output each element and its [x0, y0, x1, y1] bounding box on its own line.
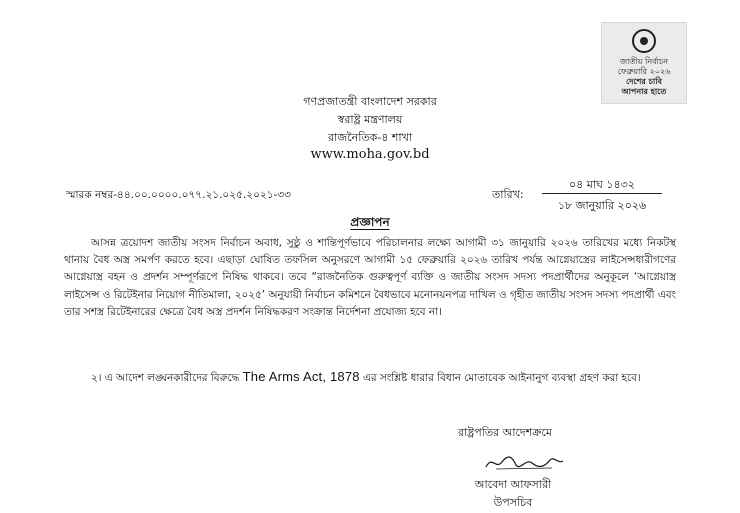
handwritten-signature	[482, 452, 566, 474]
paragraph-2-text-before: ২। এ আদেশ লঙ্ঘনকারীদের বিরুদ্ধে	[91, 372, 243, 384]
website-address: www.moha.gov.bd	[310, 147, 430, 162]
signatory-name: আবেদা আফসারী	[474, 478, 552, 491]
by-order-line: রাষ্ট্রপতির আদেশক্রমে	[458, 426, 552, 439]
arms-act-reference: The Arms Act, 1878	[242, 369, 360, 384]
government-name: গণপ্রজাতন্ত্রী বাংলাদেশ সরকার	[303, 95, 437, 108]
stamp-line-4: আপনার হাতে	[621, 87, 667, 96]
stamp-line-1: জাতীয় নির্বাচন	[620, 57, 668, 66]
date-divider	[542, 193, 662, 194]
paragraph-2-text-after: এর সংশ্লিষ্ট ধারার বিধান মোতাবেক আইনানুগ ব্যবস্থা গ্রহণ করা হবে।	[359, 372, 641, 384]
paragraph-1: আসন্ন ত্রয়োদশ জাতীয় সংসদ নির্বাচন অবাধ, সুষ্ঠু ও শান্তিপূর্ণভাবে পরিচালনার লক্ষ্যে আগামী ৩১ জানুয়ারি ২০২৬ তারিখের মধ্যে নিকটস্থ থানায় বৈধ অস্ত্র সমর্পণ করতে হবে। এছাড়া ঘোষিত তফসিল অনুসরণে আগামী ১৫ ফেব্রুয়ারি ২০২৬ তারিখ পর্যন্ত আগ্নেয়াস্ত্রের লাইসেন্সধারীগণের আগ্নেয়াস্ত্র বহন ও প্রদর্শন সম্পূর্ণরূপে নিষিদ্ধ থাকবে। তবে “রাজনৈতিক গুরুত্বপূর্ণ ব্যক্তি ও জাতীয় সংসদ সদস্য পদপ্রার্থীদের অনুকূলে ‘আগ্নেয়াস্ত্র লাইসেন্স ও রিটেইনার নিয়োগ নীতিমালা, ২০২৫’ অনুযায়ী নির্বাচন কমিশনে বৈধভাবে মনোনয়নপত্র দাখিল ও গৃহীত জাতীয় সংসদ সদস্য পদপ্রার্থী এবং তার সশস্ত্র রিটেইনারের ক্ষেত্রে বৈধ অস্ত্র প্রদর্শন নিষিদ্ধকরণ সংক্রান্ত নির্দেশনা প্রযোজ্য হবে না।	[64, 237, 676, 318]
memo-number: স্মারক নম্বর-৪৪.০০.০০০০.০৭৭.২১.০২৫.২০২১-৩৩	[66, 189, 291, 201]
signatory-designation: উপসচিব	[493, 496, 533, 509]
stamp-line-2: ফেব্রুয়ারি ২০২৬	[617, 67, 671, 76]
date-label: তারিখ:	[492, 188, 524, 201]
document-title: প্রজ্ঞাপন	[350, 215, 390, 229]
election-stamp	[601, 22, 687, 104]
stamp-line-3: দেশের চাবি	[626, 77, 662, 86]
ministry-name: স্বরাষ্ট্র মন্ত্রণালয়	[337, 113, 403, 126]
government-emblem-icon	[632, 29, 656, 53]
date-gregorian: ১৮ জানুয়ারি ২০২৬	[557, 199, 647, 212]
paragraph-2	[64, 368, 676, 387]
date-bangla: ০৪ মাঘ ১৪৩২	[569, 178, 635, 191]
branch-name: রাজনৈতিক-৪ শাখা	[327, 131, 413, 144]
